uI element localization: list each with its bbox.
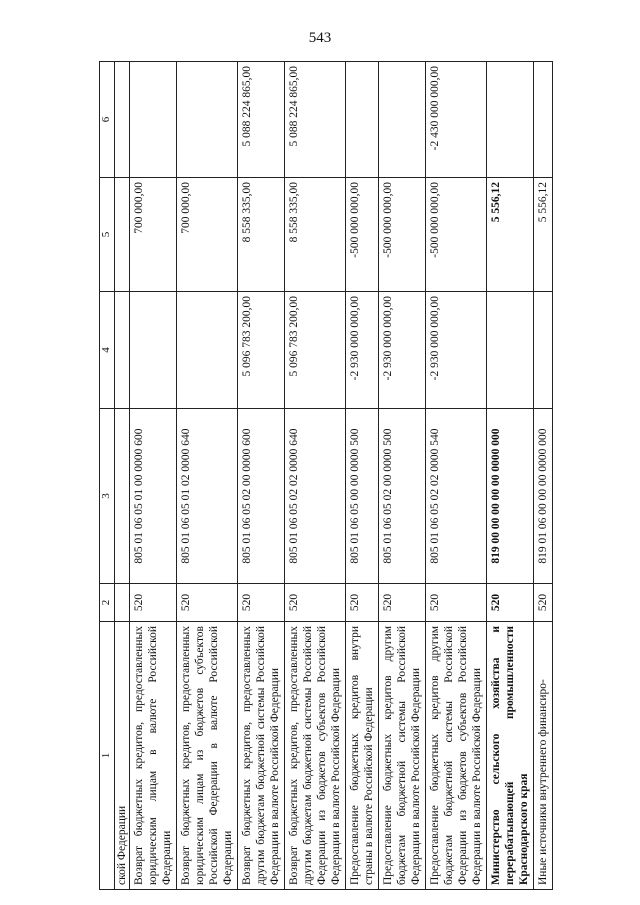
- page-number: 543: [308, 30, 332, 46]
- table-row: [534, 62, 553, 890]
- row-name-cell: Предоставление бюджетных кредитов другим бюджетам бюджетной системы Российской Федерации в валюте Российской Федерации: [379, 622, 426, 890]
- row-name-cell: Министерство сельского хозяйства и перерабатывающей промышленности Краснодарского края: [487, 622, 534, 890]
- row-value-col6-cell: [115, 62, 130, 178]
- header-col-1: 1: [100, 622, 115, 890]
- row-value-col6-cell: 5 088 224 865,00: [238, 62, 285, 178]
- row-sub-code-cell: 520: [426, 584, 487, 622]
- row-sub-code-cell: 520: [285, 584, 346, 622]
- row-name-cell: Предоставление бюджетных кредитов внутри страны в валюте Российской Федерации: [346, 622, 379, 890]
- row-sub-code-cell: 520: [379, 584, 426, 622]
- header-col-3: 3: [100, 409, 115, 584]
- row-value-col4-cell: [487, 292, 534, 409]
- row-value-col4-cell: [177, 292, 238, 409]
- row-name-cell: Иные источники внутреннего финансиро-: [534, 622, 553, 890]
- table-row: [487, 62, 534, 890]
- row-value-col5-cell: 5 556,12: [534, 178, 553, 292]
- row-value-col4-cell: -2 930 000 000,00: [426, 292, 487, 409]
- row-name-cell: Возврат бюджетных кредитов, предоставленных другим бюджетам бюджетной системы Российской Федерации в валюте Российской Федерации: [238, 622, 285, 890]
- table-row: [346, 62, 379, 890]
- header-col-5: 5: [100, 178, 115, 292]
- row-sub-code-cell: 520: [177, 584, 238, 622]
- row-name-cell: Возврат бюджетных кредитов, предоставленных юридическим лицам в валюте Российской Федерации: [130, 622, 177, 890]
- row-name-cell: Возврат бюджетных кредитов, предоставленных юридическим лицам из бюджетов субъектов Российской Федерации в валюте Российской Федерации: [177, 622, 238, 890]
- row-value-col6-cell: 5 088 224 865,00: [285, 62, 346, 178]
- row-name-cell: Предоставление бюджетных кредитов другим бюджетам бюджетной системы Российской Федерации из бюджетов субъектов Российской Федерации в валюте Российской Федерации: [426, 622, 487, 890]
- table-body: [115, 62, 553, 890]
- row-budget-code-cell: [115, 409, 130, 584]
- row-value-col5-cell: 5 556,12: [487, 178, 534, 292]
- table-row: [379, 62, 426, 890]
- row-value-col5-cell: -500 000 000,00: [346, 178, 379, 292]
- row-budget-code-cell: 805 01 06 05 02 00 0000 600: [238, 409, 285, 584]
- row-value-col5-cell: [115, 178, 130, 292]
- row-budget-code-cell: 819 01 06 00 00 00 0000 000: [534, 409, 553, 584]
- table-row: [115, 62, 130, 890]
- row-sub-code-cell: [115, 584, 130, 622]
- row-name-cell: Возврат бюджетных кредитов, предоставленных другим бюджетам бюджетной системы Российской Федерации из бюджетов субъектов Российской Федерации в валюте Российской Федерации: [285, 622, 346, 890]
- row-value-col6-cell: [130, 62, 177, 178]
- row-budget-code-cell: 805 01 06 05 02 02 0000 640: [285, 409, 346, 584]
- row-value-col4-cell: [534, 292, 553, 409]
- table-row: [130, 62, 177, 890]
- row-name-cell: ской Федерации: [115, 622, 130, 890]
- rotated-table-wrapper: [99, 62, 622, 890]
- row-value-col5-cell: 8 558 335,00: [285, 178, 346, 292]
- table-row: [426, 62, 487, 890]
- row-value-col5-cell: 700 000,00: [177, 178, 238, 292]
- row-value-col4-cell: -2 930 000 000,00: [346, 292, 379, 409]
- row-sub-code-cell: 520: [130, 584, 177, 622]
- row-value-col4-cell: [115, 292, 130, 409]
- row-sub-code-cell: 520: [487, 584, 534, 622]
- row-sub-code-cell: 520: [346, 584, 379, 622]
- row-value-col5-cell: 700 000,00: [130, 178, 177, 292]
- row-budget-code-cell: 805 01 06 05 02 00 0000 500: [379, 409, 426, 584]
- row-value-col6-cell: [534, 62, 553, 178]
- row-budget-code-cell: 805 01 06 05 01 02 0000 640: [177, 409, 238, 584]
- row-budget-code-cell: 805 01 06 05 02 02 0000 540: [426, 409, 487, 584]
- table-row: [238, 62, 285, 890]
- row-sub-code-cell: 520: [534, 584, 553, 622]
- row-value-col4-cell: [130, 292, 177, 409]
- row-value-col6-cell: [346, 62, 379, 178]
- table-row: [285, 62, 346, 890]
- row-value-col5-cell: -500 000 000,00: [426, 178, 487, 292]
- row-value-col6-cell: -2 430 000 000,00: [426, 62, 487, 178]
- row-budget-code-cell: 805 01 06 05 01 00 0000 600: [130, 409, 177, 584]
- row-value-col4-cell: 5 096 783 200,00: [285, 292, 346, 409]
- row-value-col4-cell: -2 930 000 000,00: [379, 292, 426, 409]
- header-col-4: 4: [100, 292, 115, 409]
- header-col-2: 2: [100, 584, 115, 622]
- row-value-col6-cell: [177, 62, 238, 178]
- header-col-6: 6: [100, 62, 115, 178]
- row-sub-code-cell: 520: [238, 584, 285, 622]
- row-value-col4-cell: 5 096 783 200,00: [238, 292, 285, 409]
- row-budget-code-cell: 819 00 00 00 00 00 0000 000: [487, 409, 534, 584]
- budget-sources-table: [99, 61, 553, 890]
- row-value-col5-cell: -500 000 000,00: [379, 178, 426, 292]
- table-header-row: [100, 62, 115, 890]
- row-value-col6-cell: [379, 62, 426, 178]
- table-row: [177, 62, 238, 890]
- row-value-col5-cell: 8 558 335,00: [238, 178, 285, 292]
- row-value-col6-cell: [487, 62, 534, 178]
- row-budget-code-cell: 805 01 06 05 00 00 0000 500: [346, 409, 379, 584]
